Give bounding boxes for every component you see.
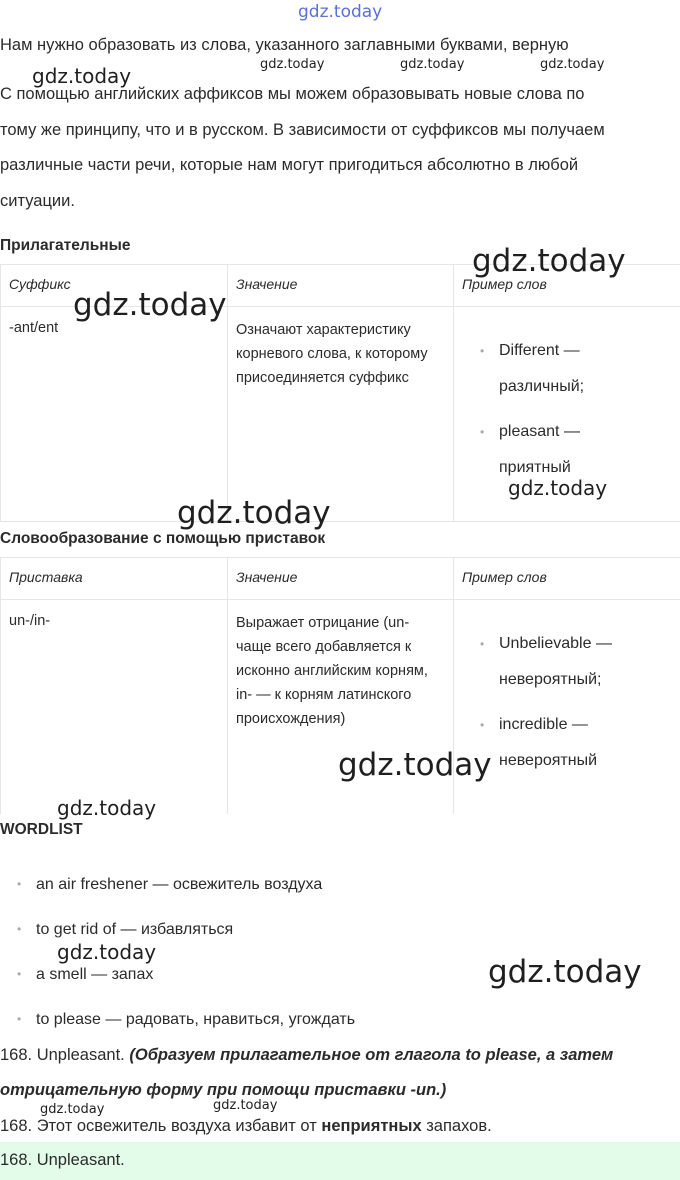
meaning-cell: Означают характеристику корневого слова, к которому присоединяется суффикс xyxy=(236,322,428,386)
column-header: Значение xyxy=(236,569,298,585)
watermark: gdz.today xyxy=(177,495,331,531)
column-header: Приставка xyxy=(9,569,83,585)
watermark: gdz.today xyxy=(540,57,605,72)
watermark: gdz.today xyxy=(260,57,325,72)
explanation-line xyxy=(0,1046,613,1065)
example-item: • incredible — невероятный xyxy=(499,707,639,779)
translation-prefix: 168. Этот освежитель воздуха избавит от xyxy=(0,1117,317,1135)
table-header-row xyxy=(1,558,680,600)
watermark: gdz.today xyxy=(57,796,157,820)
prefixes-heading: Словообразование с помощью приставок xyxy=(0,530,326,547)
watermark: gdz.today xyxy=(400,57,465,72)
meaning-cell: Выражает отрицание (un- чаще всего добавляется к исконно английским корням, in- — к корням латинского происхождения) xyxy=(236,615,428,727)
wordlist-item: • a smell — запах xyxy=(0,952,355,997)
suffix-cell: -ant/ent xyxy=(9,320,59,336)
adjectives-heading: Прилагательные xyxy=(0,237,131,254)
example-item: • Unbelievable — невероятный; xyxy=(499,626,639,698)
watermark: gdz.today xyxy=(213,1098,278,1113)
answer-bar xyxy=(0,1142,680,1180)
translation-line xyxy=(0,1117,492,1136)
wordlist-item: • to please — радовать, нравиться, угождать xyxy=(0,997,355,1042)
column-header: Суффикс xyxy=(9,276,71,292)
intro-line: Нам нужно образовать из слова, указанного заглавными буквами, верную xyxy=(0,36,569,54)
column-header: Значение xyxy=(236,276,298,292)
wordlist-heading: WORDLIST xyxy=(0,821,83,838)
wordlist xyxy=(0,862,355,1042)
explanation-note: отрицательную форму при помощи приставки -un.) xyxy=(0,1081,447,1099)
intro-paragraph-line: С помощью английских аффиксов мы можем образовывать новые слова по xyxy=(0,85,585,103)
example-item: • pleasant — приятный xyxy=(499,414,639,486)
watermark: gdz.today xyxy=(338,747,492,783)
watermark: gdz.today xyxy=(73,287,227,323)
wordlist-item: • to get rid of — избавляться xyxy=(0,907,355,952)
wordlist-item: • an air freshener — освежитель воздуха xyxy=(0,862,355,907)
watermark: gdz.today xyxy=(298,2,383,22)
watermark: gdz.today xyxy=(488,954,642,990)
column-header: Пример слов xyxy=(462,569,547,585)
intro-paragraph-line: тому же принципу, что и в русском. В зависимости от суффиксов мы получаем xyxy=(0,121,605,139)
answer-text: 168. Unpleasant. xyxy=(0,1151,125,1169)
translation-suffix: запахов. xyxy=(426,1117,492,1135)
watermark: gdz.today xyxy=(472,243,626,279)
intro-paragraph-line: ситуации. xyxy=(0,192,75,210)
watermark: gdz.today xyxy=(40,1102,105,1117)
example-item: • Different — различный; xyxy=(499,333,639,405)
examples-list xyxy=(454,307,680,486)
translation-bold: неприятных xyxy=(321,1117,422,1135)
explanation-note: (Образуем прилагательное от глагола to please, а затем xyxy=(129,1046,614,1064)
prefix-cell: un-/in- xyxy=(9,613,51,629)
intro-paragraph-line: различные части речи, которые нам могут пригодиться абсолютно в любой xyxy=(0,156,579,174)
column-header: Пример слов xyxy=(462,276,547,292)
watermark: gdz.today xyxy=(32,64,132,88)
watermark: gdz.today xyxy=(57,940,157,964)
watermark: gdz.today xyxy=(508,476,608,500)
answer-number: 168. Unpleasant. xyxy=(0,1046,125,1064)
